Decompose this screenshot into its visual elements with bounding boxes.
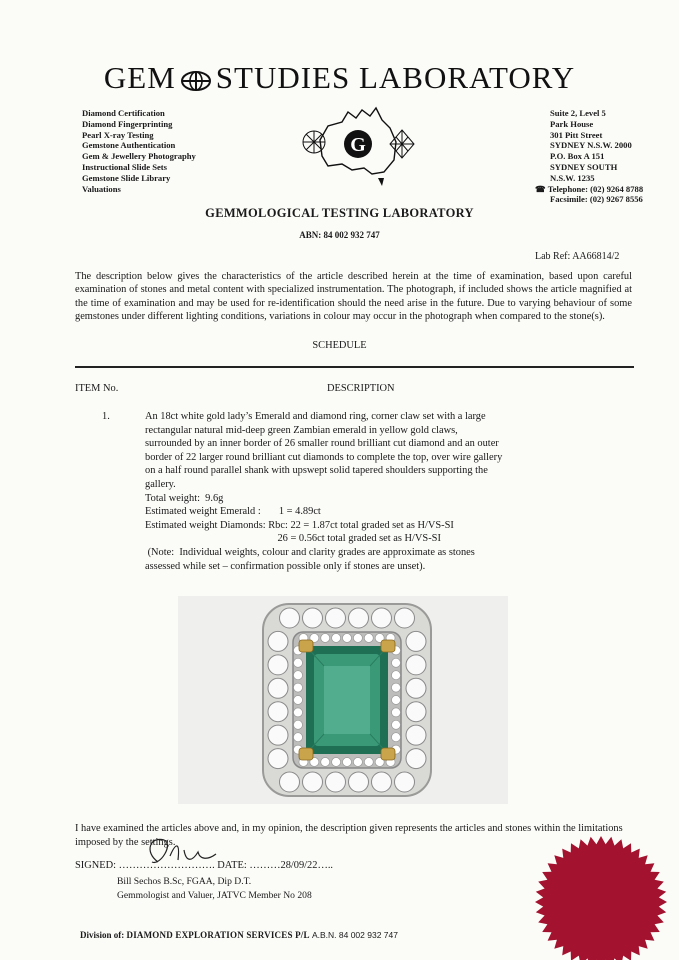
description-line: 26 = 0.56ct total graded set as H/VS-SI: [145, 533, 441, 545]
diamond-stone: [321, 634, 330, 643]
diamond-stone: [294, 733, 303, 742]
service-item: Pearl X-ray Testing: [82, 129, 154, 140]
diamond-stone: [321, 758, 330, 767]
service-item: Diamond Certification: [82, 108, 165, 118]
diamond-stone: [406, 725, 426, 745]
diamond-stone: [268, 655, 288, 675]
footer-company: DIAMOND EXPLORATION SERVICES P/L: [126, 930, 310, 940]
diamond-stone: [332, 634, 341, 643]
diamond-stone: [392, 696, 401, 705]
gem-symbol-icon: [180, 70, 212, 92]
signer-block: [117, 875, 312, 903]
address-line: SYDNEY SOUTH: [550, 161, 618, 172]
footer-abn: A.B.N. 84 002 932 747: [311, 930, 398, 940]
address-line: Park House: [550, 118, 594, 129]
diamond-stone: [294, 671, 303, 680]
diamond-stone: [343, 758, 352, 767]
diamond-stone: [294, 696, 303, 705]
address-line: Suite 2, Level 5: [550, 108, 606, 118]
diamond-stone: [353, 758, 362, 767]
address-line: 301 Pitt Street: [550, 129, 603, 140]
description-line: Estimated weight Emerald : 1 = 4.89ct: [145, 506, 321, 518]
abn-number: ABN: 84 002 932 747: [299, 230, 380, 240]
diamond-stone: [332, 758, 341, 767]
diamond-stone: [294, 683, 303, 692]
description-line: rectangular natural mid-deep green Zambian emerald in yellow gold claws,: [145, 424, 458, 436]
diamond-stone: [395, 608, 415, 628]
diamond-stone: [268, 678, 288, 698]
item-no-header: ITEM No.: [75, 383, 119, 394]
service-item: Gemstone Slide Library: [82, 172, 171, 183]
telephone-text: Telephone: (02) 9264 8788: [547, 183, 644, 194]
signed-date-line: SIGNED: ………………………. DATE: ………28/09/22…..: [75, 860, 334, 871]
diamond-stone: [349, 608, 369, 628]
service-item: Gem & Jewellery Photography: [82, 151, 196, 162]
logo-letter: G: [350, 134, 366, 156]
footer-prefix: Division of:: [80, 930, 125, 940]
lab-address: [535, 108, 644, 205]
description-line: surrounded by an inner border of 26 smaller round brilliant cut diamond and an outer: [145, 438, 499, 450]
description-line: Total weight: 9.6g: [145, 492, 224, 504]
title-left: GEM: [103, 60, 176, 95]
description-line: An 18ct white gold lady’s Emerald and diamond ring, corner claw set with a large: [145, 411, 486, 422]
services-list: [82, 108, 196, 194]
diamond-stone: [343, 634, 352, 643]
australia-gem-logo-icon: [298, 102, 418, 192]
diamond-stone: [392, 708, 401, 717]
diamond-stone: [303, 772, 323, 792]
diamond-stone: [353, 634, 362, 643]
diamond-stone: [406, 631, 426, 651]
diamond-stone: [392, 720, 401, 729]
diamond-stone: [326, 608, 346, 628]
diamond-stone: [326, 772, 346, 792]
title-right: STUDIES LABORATORY: [215, 60, 576, 95]
diamond-stone: [372, 608, 392, 628]
diamond-stone: [268, 725, 288, 745]
item-number: 1.: [102, 411, 110, 422]
diamond-stone: [392, 683, 401, 692]
diamond-stone: [294, 708, 303, 717]
service-item: Diamond Fingerprinting: [82, 118, 173, 129]
telephone-icon: ☎: [535, 183, 548, 194]
description-line: (Note: Individual weights, colour and clarity grades are approximate as stones: [145, 546, 475, 558]
address-line: N.S.W. 1235: [550, 172, 595, 183]
ring-photograph: [178, 596, 508, 804]
footer: [80, 930, 398, 940]
diamond-stone: [364, 758, 373, 767]
diamond-stone: [280, 608, 300, 628]
lab-reference: Lab Ref: AA66814/2: [535, 251, 620, 262]
service-item: Valuations: [82, 183, 121, 194]
service-item: Gemstone Authentication: [82, 140, 176, 151]
description-line: Estimated weight Diamonds: Rbc: 22 = 1.87ct total graded set as H/VS-SI: [145, 519, 454, 531]
emerald-ring-image: [178, 596, 508, 804]
diamond-stone: [392, 733, 401, 742]
address-line: P.O. Box A 151: [550, 151, 605, 162]
diamond-stone: [406, 702, 426, 722]
description-line: on a half round parallel shank with upswept solid tapered shoulders supporting the: [145, 465, 488, 477]
signer-name: Bill Sechos B.Sc, FGAA, Dip D.T.: [117, 876, 252, 887]
description-line: border of 22 larger round brilliant cut diamonds to complete the top, over wire gallery: [145, 451, 503, 463]
description-line: gallery.: [145, 478, 176, 490]
diamond-stone: [406, 678, 426, 698]
diamond-stone: [392, 671, 401, 680]
diamond-stone: [268, 749, 288, 769]
telephone-line: [535, 184, 643, 195]
diamond-stone: [268, 702, 288, 722]
red-seal-icon: [530, 832, 672, 960]
diamond-stone: [268, 631, 288, 651]
diamond-stone: [372, 772, 392, 792]
description-header: DESCRIPTION: [327, 383, 395, 394]
address-line: SYDNEY N.S.W. 2000: [550, 140, 632, 151]
diamond-stone: [406, 749, 426, 769]
lab-heading: GEMMOLOGICAL TESTING LABORATORY: [205, 206, 474, 220]
diamond-stone: [406, 655, 426, 675]
diamond-stone: [349, 772, 369, 792]
service-item: Instructional Slide Sets: [82, 161, 167, 172]
schedule-heading: SCHEDULE: [312, 340, 367, 351]
item-description: [145, 410, 575, 573]
diamond-stone: [303, 608, 323, 628]
diamond-stone: [392, 658, 401, 667]
diamond-stone: [364, 634, 373, 643]
diamond-stone: [280, 772, 300, 792]
diamond-stone: [294, 720, 303, 729]
diamond-stone: [395, 772, 415, 792]
examination-statement: I have examined the articles above and, in my opinion, the description given represents the articles and stones within the limitations imposed by the settings.: [75, 823, 623, 848]
signer-title: Gemmologist and Valuer, JATVC Member No 208: [117, 890, 312, 901]
facsimile-line: Facsimile: (02) 9267 8556: [550, 194, 643, 205]
divider: [75, 366, 634, 368]
description-line: assessed while set – confirmation possible only if stones are unset).: [145, 560, 426, 572]
diamond-stone: [294, 658, 303, 667]
intro-paragraph: The description below gives the characteristics of the article described herein at the time of examination, based upon careful examination of stones and metal content with specialized instrumentation. The photograph, if included shows the article magnified at the time of examination and may be used for re-identification should the need arise in the future. Due to varying behaviour of some gemstones under different lighting conditions, variations in colour may occur in the photograph when compared to the stone(s).: [75, 271, 632, 323]
letterhead-title: [0, 60, 679, 96]
